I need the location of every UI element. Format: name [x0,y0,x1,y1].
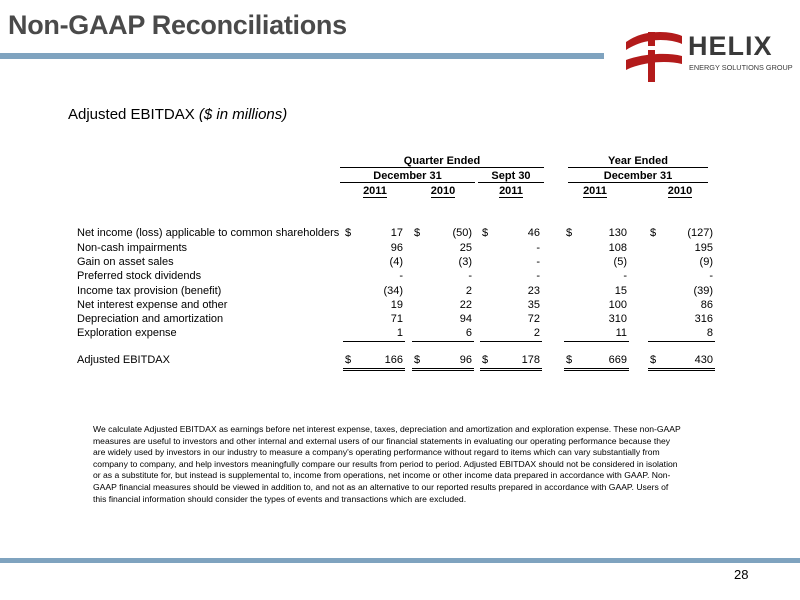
cell-value: 86 [700,299,713,311]
total-value: 96 [459,354,472,366]
total-double-rule [648,368,715,369]
logo-tagline: ENERGY SOLUTIONS GROUP [689,63,793,72]
currency-sign: $ [414,227,421,239]
header-quarter-ended: Quarter Ended [403,155,481,167]
currency-sign: $ [482,227,489,239]
row-label: Net income (loss) applicable to common shareholders [77,227,340,239]
rule-year [668,197,692,198]
rule-year [499,197,523,198]
page-number: 28 [734,567,749,582]
currency-sign: $ [650,354,657,366]
cell-value: 100 [608,299,627,311]
header-q-december: December 31 [373,170,442,182]
cell-value: (50) [452,227,472,239]
year-header: 2010 [430,185,456,197]
cell-value: (4) [389,256,403,268]
cell-value: 195 [694,242,713,254]
cell-value: - [399,270,403,282]
cell-value: 108 [608,242,627,254]
cell-value: - [468,270,472,282]
cell-value: 17 [390,227,403,239]
year-header: 2011 [583,185,607,197]
cell-value: 11 [615,327,627,339]
total-double-rule [564,370,629,371]
total-value: 669 [608,354,627,366]
subtotal-rule [564,341,629,342]
header-y-december: December 31 [603,170,673,182]
cell-value: 23 [527,285,540,297]
cell-value: 35 [527,299,540,311]
year-header: 2011 [363,185,387,197]
rule-y-december [568,182,708,183]
row-label: Exploration expense [77,327,177,339]
cell-value: (5) [613,256,627,268]
row-label: Depreciation and amortization [77,313,224,325]
header-q-sept: Sept 30 [491,170,531,182]
rule-q-december [340,182,475,183]
total-double-rule [480,368,542,369]
total-label: Adjusted EBITDAX [77,354,170,366]
currency-sign: $ [345,354,352,366]
total-double-rule [480,370,542,371]
cell-value: 72 [527,313,540,325]
cell-value: 71 [390,313,403,325]
cell-value: - [623,270,627,282]
cell-value: 2 [465,285,472,297]
cell-value: 2 [533,327,540,339]
cell-value: 96 [390,242,403,254]
cell-value: 6 [465,327,472,339]
subtotal-rule [412,341,474,342]
rule-quarter-group [340,167,544,168]
currency-sign: $ [566,227,573,239]
cell-value: 22 [459,299,472,311]
subtotal-rule [343,341,405,342]
cell-value: (39) [693,285,713,297]
currency-sign: $ [482,354,489,366]
cell-value: - [709,270,713,282]
cell-value: (127) [687,227,713,239]
cell-value: (34) [383,285,403,297]
total-value: 178 [521,354,540,366]
total-double-rule [648,370,715,371]
currency-sign: $ [345,227,352,239]
total-value: 430 [694,354,713,366]
header-year-ended: Year Ended [608,155,668,167]
year-header: 2010 [667,185,693,197]
cell-value: 316 [694,313,713,325]
page-title: Non-GAAP Reconciliations [8,10,347,40]
rule-year-group [568,167,708,168]
rule-year [363,197,387,198]
cell-value: 1 [396,327,403,339]
currency-sign: $ [650,227,657,239]
total-double-rule [412,370,474,371]
rule-year [583,197,607,198]
cell-value: (9) [699,256,713,268]
row-label: Net interest expense and other [77,299,228,311]
footnote: We calculate Adjusted EBITDAX as earnings before net interest expense, taxes, depreciation and amortization and exploration expense. These non-GAAP measures are useful to investors and other internal and external users of our financial statements in evaluating our operating performance because they are widely used by investors in our industry to measure a company's operating performance without regard to items which can vary substantially from company to company, and help investors meaningfully compare our results from period to period. Adjusted EBITDAX should not be considered in isolation or as a substitute for, but instead is supplemental to, income from operations, net income or other income data prepared in accordance with GAAP. Non-GAAP financial measures should be viewed in addition to, and not as an alternative to our reported results prepared in accordance with GAAP. Users of this financial information should consider the types of events and transactions which are excluded. [93,424,681,504]
total-value: 166 [384,354,403,366]
section-heading-main: Adjusted EBITDAX [68,106,195,123]
cell-value: 19 [390,299,403,311]
cell-value: - [536,242,540,254]
subtotal-rule [648,341,715,342]
logo-brand: HELIX [688,31,773,61]
total-double-rule [343,370,405,371]
row-label: Income tax provision (benefit) [77,285,222,297]
rule-q-sept [478,182,544,183]
cell-value: 46 [527,227,540,239]
row-label: Gain on asset sales [77,256,174,268]
total-double-rule [343,368,405,369]
currency-sign: $ [414,354,421,366]
rule-year [431,197,455,198]
currency-sign: $ [566,354,573,366]
cell-value: 310 [608,313,627,325]
cell-value: - [536,270,540,282]
total-double-rule [412,368,474,369]
year-header: 2011 [499,185,523,197]
footer-rule [0,558,800,563]
cell-value: 25 [459,242,472,254]
section-heading-unit: ($ in millions) [198,106,288,123]
cell-value: 130 [608,227,627,239]
subtotal-rule [480,341,542,342]
row-label: Non-cash impairments [77,242,188,254]
cell-value: - [536,256,540,268]
cell-value: 15 [614,285,627,297]
cell-value: 94 [459,313,472,325]
cell-value: 8 [706,327,713,339]
row-label: Preferred stock dividends [77,270,202,282]
total-double-rule [564,368,629,369]
cell-value: (3) [458,256,472,268]
